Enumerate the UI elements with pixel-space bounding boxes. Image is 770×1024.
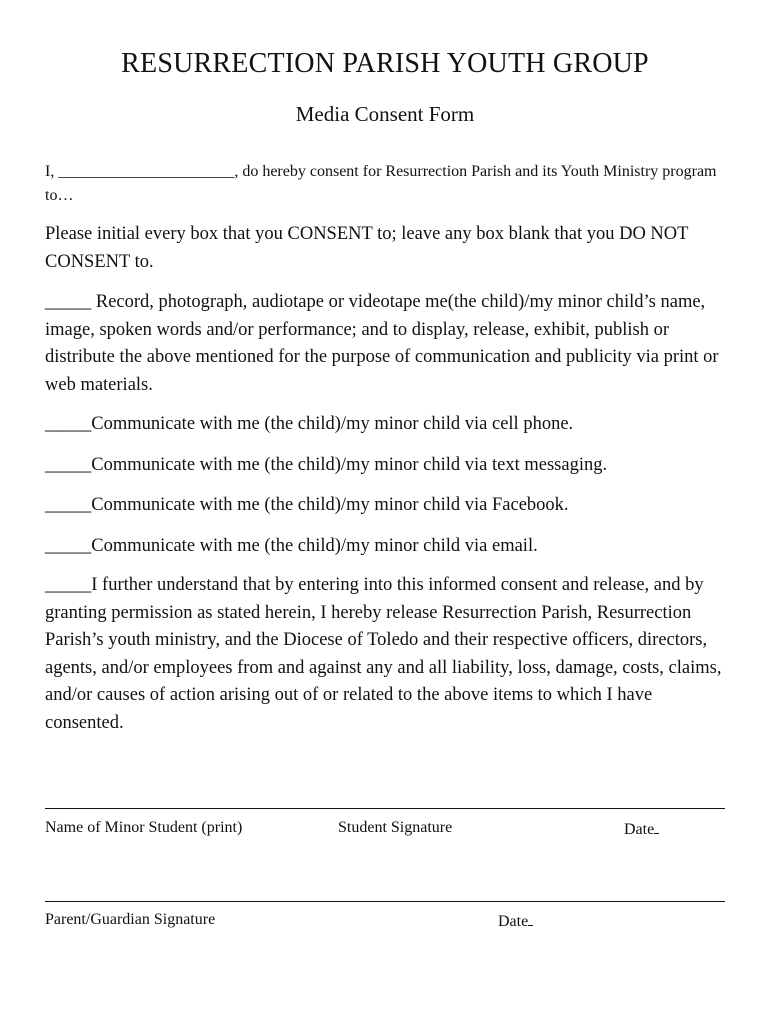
student-date-label — [624, 819, 659, 839]
instructions-paragraph: Please initial every box that you CONSENT to; leave any box blank that you DO NOT CONSENT to. — [45, 224, 689, 272]
date-underline — [528, 911, 533, 926]
consent-item-email: _____Communicate with me (the child)/my minor child via email. — [45, 536, 538, 556]
parent-signature-line — [45, 901, 725, 902]
student-signature-label: Student Signature — [338, 819, 453, 836]
consent-item-release: _____I further understand that by entering into this informed consent and release, and by granting permission as stated herein, I hereby release Resurrection Parish, Resurrection Parish’s youth ministry, and the Diocese of Toledo and their respective officers, directors, agents, and/or employees from and against any and all liability, loss, damage, costs, claims, and/or causes of action arising out of or related to the above items to which I have consented. — [45, 575, 722, 733]
consent-item-facebook: _____Communicate with me (the child)/my minor child via Facebook. — [45, 495, 569, 515]
consent-item-record: _____ Record, photograph, audiotape or videotape me(the child)/my minor child’s name, image, spoken words and/or performance; and to display, release, exhibit, publish or distribute the above mentioned for the purpose of communication and publicity via print or web materials. — [45, 292, 719, 395]
student-signature-line — [45, 808, 725, 809]
minor-name-label: Name of Minor Student (print) — [45, 819, 243, 836]
parent-date-text: Date — [498, 913, 529, 930]
parent-signature-label: Parent/Guardian Signature — [45, 911, 216, 928]
date-underline — [654, 819, 659, 834]
consent-item-cell-phone: _____Communicate with me (the child)/my minor child via cell phone. — [45, 414, 574, 434]
form-subtitle: Media Consent Form — [295, 102, 475, 126]
student-date-text: Date — [624, 821, 655, 838]
parent-date-label — [498, 911, 533, 931]
intro-statement: I, ______________________, do hereby consent for Resurrection Parish and its Youth Ministry program to… — [45, 163, 717, 204]
page-title: RESURRECTION PARISH YOUTH GROUP — [121, 48, 649, 79]
consent-item-text-messaging: _____Communicate with me (the child)/my minor child via text messaging. — [45, 455, 608, 475]
